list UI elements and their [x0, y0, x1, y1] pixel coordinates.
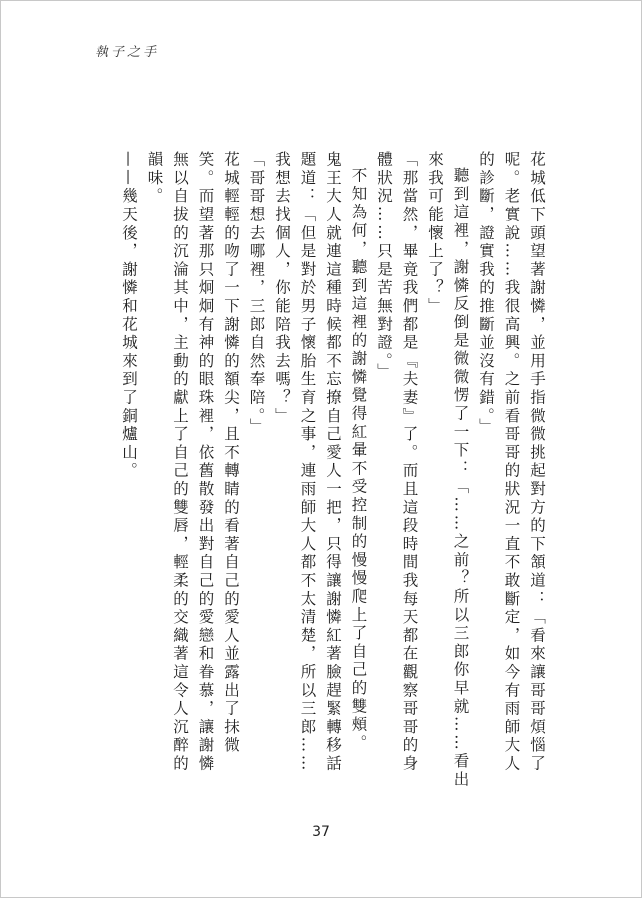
paragraph-6: 「哥哥想去哪裡，三郎自然奉陪。」: [247, 151, 266, 437]
page-number: 37: [312, 824, 330, 840]
paragraph-2: 聽到這裡，謝憐反倒是微微愣了一下：「……之前？所以三郎你早就……看出來我可能懷上了？」: [426, 151, 470, 789]
vertical-text-body: [92, 151, 550, 791]
running-header: 執子之手: [95, 45, 160, 60]
paragraph-8: ——幾天後，謝憐和花城來到了銅爐山。: [120, 151, 138, 481]
paragraph-4: 不知為何，聽到這裡的謝憐覺得紅暈不受控制的慢慢爬上了自己的雙頰。: [349, 166, 368, 753]
paragraph-5: 鬼王大人就連這種時候都不忘撩自己愛人一把，只得讓謝憐紅著臉趕緊轉移話題道：「但是對於男子懷胎生育之事，連雨師大人都不太清楚，所以三郎……我想去找個人，你能陪我去嗎？」: [273, 151, 342, 774]
paragraph-7: 花城輕輕的吻了一下謝憐的額尖，且不轉睛的看著自己的愛人並露出了抹微笑。而望著那只炯炯有神的眼珠裡，依舊散發出對自己的愛戀和眷慕，讓謝憐無以自拔的沉淪其中，主動的獻上了自己的雙唇，輕柔的交織著這令人沉醉的韻味。: [145, 151, 240, 774]
paragraph-1: 花城低下頭望著謝憐，並用手指微微挑起對方的下頷道：「看來讓哥哥煩惱了呢。老實說……我很高興。之前看哥哥的狀況一直不敢斷定，如今有雨師大人的診斷，證實我的推斷並沒有錯。」: [477, 151, 546, 774]
paragraph-3: 「那當然，畢竟我們都是『夫妻』了。而且這段時間我每天都在觀察哥哥的身體狀況……只是苦無對證。」: [375, 151, 419, 774]
